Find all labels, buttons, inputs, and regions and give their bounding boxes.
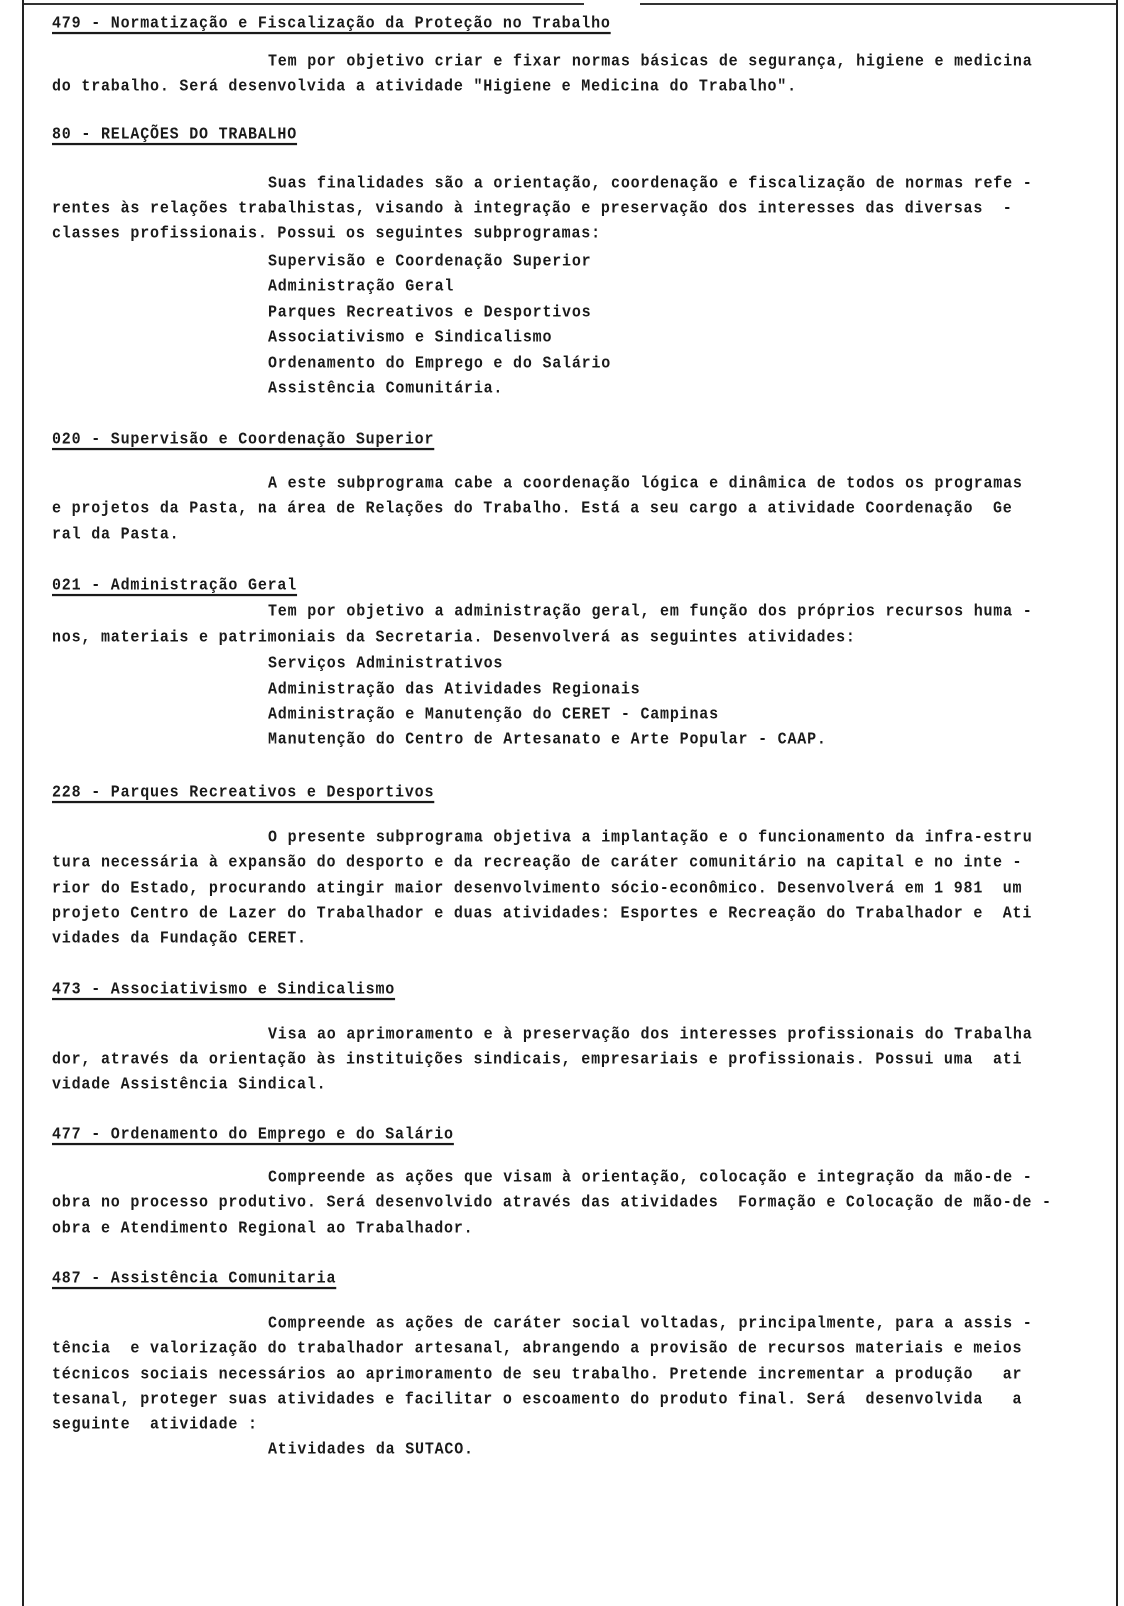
paragraph-line: Compreende as ações que visam à orientação, colocação e integração da mão-de -	[268, 1168, 1033, 1188]
paragraph-line: tência e valorização do trabalhador artesanal, abrangendo a provisão de recursos materiais e meios	[52, 1339, 1023, 1359]
section-heading: 473 - Associativismo e Sindicalismo	[52, 980, 396, 1000]
paragraph-line: obra e Atendimento Regional ao Trabalhador.	[52, 1219, 474, 1239]
paragraph-line: seguinte atividade :	[52, 1415, 258, 1435]
list-item: Administração e Manutenção do CERET - Campinas	[268, 705, 719, 725]
list-item: Parques Recreativos e Desportivos	[268, 303, 592, 323]
paragraph-line: do trabalho. Será desenvolvida a atividade "Higiene e Medicina do Trabalho".	[52, 77, 797, 97]
paragraph-line: obra no processo produtivo. Será desenvolvido através das atividades Formação e Colocação de mão-de -	[52, 1193, 1052, 1213]
page-border-left	[22, 0, 24, 1606]
paragraph-line: O presente subprograma objetiva a implantação e o funcionamento da infra-estru	[268, 828, 1033, 848]
paragraph-line: rior do Estado, procurando atingir maior desenvolvimento sócio-econômico. Desenvolverá em 1 981 um	[52, 879, 1023, 899]
paragraph-line: Compreende as ações de caráter social voltadas, principalmente, para a assis -	[268, 1314, 1033, 1334]
paragraph-line: vidades da Fundação CERET.	[52, 929, 307, 949]
list-item: Atividades da SUTACO.	[268, 1440, 474, 1460]
section-heading: 479 - Normatização e Fiscalização da Proteção no Trabalho	[52, 14, 611, 34]
paragraph-line: Tem por objetivo a administração geral, em função dos próprios recursos huma -	[268, 602, 1033, 622]
paragraph-line: ral da Pasta.	[52, 525, 180, 545]
section-heading: 477 - Ordenamento do Emprego e do Salário	[52, 1125, 454, 1145]
list-item: Supervisão e Coordenação Superior	[268, 252, 592, 272]
paragraph-line: Tem por objetivo criar e fixar normas básicas de segurança, higiene e medicina	[268, 52, 1033, 72]
paragraph-line: Suas finalidades são a orientação, coordenação e fiscalização de normas refe -	[268, 174, 1033, 194]
paragraph-line: classes profissionais. Possui os seguintes subprogramas:	[52, 224, 601, 244]
list-item: Administração das Atividades Regionais	[268, 680, 641, 700]
section-heading: 021 - Administração Geral	[52, 576, 298, 596]
paragraph-line: técnicos sociais necessários ao aprimoramento de seu trabalho. Pretende incrementar a produção ar	[52, 1365, 1023, 1385]
paragraph-line: tesanal, proteger suas atividades e facilitar o escoamento do produto final. Será desenvolvida a	[52, 1390, 1023, 1410]
paragraph-line: tura necessária à expansão do desporto e da recreação de caráter comunitário na capital e no inte -	[52, 853, 1023, 873]
paragraph-line: projeto Centro de Lazer do Trabalhador e duas atividades: Esportes e Recreação do Trabalhador e Ati	[52, 904, 1033, 924]
section-heading: 487 - Assistência Comunitaria	[52, 1269, 337, 1289]
section-heading: 228 - Parques Recreativos e Desportivos	[52, 783, 435, 803]
list-item: Administração Geral	[268, 277, 455, 297]
paragraph-line: dor, através da orientação às instituições sindicais, empresariais e profissionais. Possui uma ati	[52, 1050, 1023, 1070]
list-item: Associativismo e Sindicalismo	[268, 328, 553, 348]
section-heading: 80 - RELAÇÕES DO TRABALHO	[52, 125, 298, 145]
section-heading: 020 - Supervisão e Coordenação Superior	[52, 430, 435, 450]
page-border-top	[24, 3, 584, 5]
list-item: Serviços Administrativos	[268, 654, 504, 674]
list-item: Manutenção do Centro de Artesanato e Arte Popular - CAAP.	[268, 730, 827, 750]
paragraph-line: A este subprograma cabe a coordenação lógica e dinâmica de todos os programas	[268, 474, 1023, 494]
paragraph-line: nos, materiais e patrimoniais da Secretaria. Desenvolverá as seguintes atividades:	[52, 628, 856, 648]
list-item: Assistência Comunitária.	[268, 379, 504, 399]
paragraph-line: Visa ao aprimoramento e à preservação dos interesses profissionais do Trabalha	[268, 1025, 1033, 1045]
page-border-top	[640, 3, 1116, 5]
paragraph-line: rentes às relações trabalhistas, visando à integração e preservação dos interesses das diversas -	[52, 199, 1013, 219]
page-border-right	[1116, 0, 1118, 1606]
list-item: Ordenamento do Emprego e do Salário	[268, 354, 612, 374]
paragraph-line: vidade Assistência Sindical.	[52, 1075, 327, 1095]
paragraph-line: e projetos da Pasta, na área de Relações do Trabalho. Está a seu cargo a atividade Coordenação Ge	[52, 499, 1013, 519]
